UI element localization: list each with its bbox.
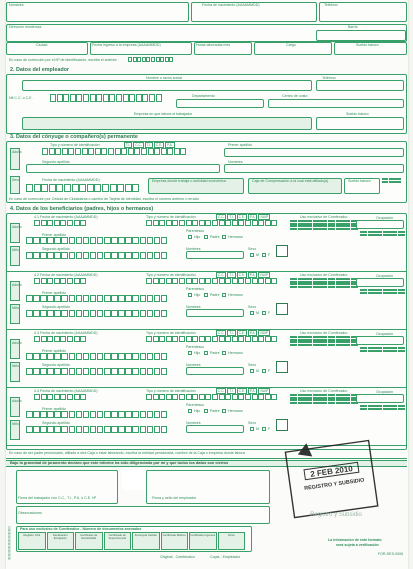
b3-fecha-label: 4.3 Fecha de nacimiento (AAAAMMDD) [34, 331, 98, 335]
s3-primer-apellido-label: Primer apellido [228, 143, 252, 147]
b4-sexo-label: Sexo [248, 421, 257, 425]
stamp-text-2: Registro y Subsidio [310, 512, 362, 518]
b2-id-nuip[interactable]: NUIP [260, 273, 269, 277]
b3-primer-apellido-label: Primer apellido [42, 349, 66, 353]
departamento-field[interactable] [176, 99, 264, 108]
b1-f-label: F [268, 253, 271, 257]
b4-primer-apellido-boxes[interactable] [26, 411, 168, 418]
s3-sexo-label: Sexo [12, 178, 20, 182]
header-correccion-note: En caso de corrección por el Nº de identificación, escriba el anterior [9, 58, 117, 62]
sueldo2-field[interactable] [316, 117, 404, 130]
b4-hijo-label: Hijo [194, 409, 201, 413]
b3-f-label: F [268, 369, 271, 373]
b2-adulto-label: Adulto [12, 283, 22, 287]
doc-col-4[interactable]: Certificado de Supervivencia [104, 532, 132, 550]
b3-hermano-label: Hermano [228, 351, 243, 355]
b2-photo-box[interactable] [276, 303, 288, 315]
footer-note1: En caso de ser padre pensionado, afiliado a otra Caja o estar laborando, escriba la entidad pensionada, nombre de la Caja o empresa donde labora [9, 451, 245, 455]
b1-photo-box[interactable] [276, 245, 288, 257]
b1-extra-grid [360, 231, 405, 236]
doc-columns [18, 532, 245, 550]
nombres-label: Nombres [9, 3, 24, 7]
b1-m-label: M [256, 253, 259, 257]
b3-primer-apellido-boxes[interactable] [26, 353, 168, 360]
registration-stamp [272, 432, 392, 532]
b1-hermano-label: Hermano [228, 235, 243, 239]
b2-id-boxes[interactable] [146, 278, 278, 284]
b3-tipo-label: Tipo y número de identificación [146, 331, 196, 335]
s3-fecha-nac-label: Fecha de nacimiento (AAAAMMDD) [42, 178, 100, 182]
observaciones-label: Observaciones [18, 511, 42, 515]
s3-adulto-label: Adulto [12, 150, 22, 154]
b4-nino-tab [10, 420, 20, 440]
b2-nombres-label: Nombres [186, 305, 201, 309]
b4-sexo-m[interactable] [250, 427, 254, 431]
b4-fecha-boxes[interactable] [34, 394, 87, 400]
b1-segundo-apellido-label: Segundo apellido [42, 247, 70, 251]
doc-col-1[interactable]: Registro Civil [18, 532, 46, 550]
s3-id-type-3[interactable]: T.I. [146, 143, 151, 147]
b1-fecha-label: 4.1 Fecha de nacimiento (AAAAMMDD) [34, 215, 98, 219]
stamp-text-1: REGISTRO Y SUBSIDIO [303, 477, 365, 492]
b2-parentesco-label: Parentesco [186, 287, 205, 291]
b1-primer-apellido-label: Primer apellido [42, 233, 66, 237]
sueldo-label: Sueldo básico [356, 43, 379, 47]
s3-empresa-trabaja-label: Empresa donde trabaja o actividad económica [152, 179, 226, 183]
b2-extra-grid [360, 289, 405, 294]
b3-hijo-label: Hijo [194, 351, 201, 355]
doc-col-5[interactable]: Fotocopia Cédula [132, 532, 160, 550]
b2-f-label: F [268, 311, 271, 315]
b2-hermano-label: Hermano [228, 293, 243, 297]
b4-adulto-label: Adulto [12, 399, 22, 403]
s3-id-type-4[interactable]: C.E. [155, 143, 163, 147]
b4-fecha-label: 4.4 Fecha de nacimiento (AAAAMMDD) [34, 389, 98, 393]
b4-id-ti[interactable]: T.I. [229, 389, 234, 393]
b4-id-pa[interactable]: P.A. [249, 389, 256, 393]
b3-id-boxes[interactable] [146, 336, 278, 342]
copia-label: Copia - Empleador [210, 555, 240, 559]
b4-id-ce[interactable]: C.E. [238, 389, 245, 393]
b1-parentesco-label: Parentesco [186, 229, 205, 233]
b3-segundo-apellido-label: Segundo apellido [42, 363, 70, 367]
b4-hermano-label: Hermano [228, 409, 243, 413]
centro-costo-label: Centro de costo [282, 94, 308, 98]
b2-hermano-check[interactable] [222, 293, 226, 297]
b4-segundo-apellido-label: Segundo apellido [42, 421, 70, 425]
b4-id-boxes[interactable] [146, 394, 278, 400]
b2-adulto-tab [10, 281, 20, 301]
s3-nombres-label: Nombres [228, 160, 243, 164]
b2-segundo-apellido-boxes[interactable] [26, 310, 168, 317]
telefono2-field[interactable] [316, 80, 404, 91]
b4-id-cc[interactable]: C.C. [218, 389, 225, 393]
section4-title: 4. Datos de los beneficiarios (padres, hijos o hermanos) [10, 206, 154, 212]
b4-nino-label: Niño [12, 422, 19, 426]
b2-ocupacion-field[interactable] [356, 278, 404, 287]
b3-nombres-field[interactable] [186, 367, 244, 375]
observaciones-field[interactable] [16, 506, 270, 524]
b4-photo-box[interactable] [276, 419, 288, 431]
b2-nino-label: Niño [12, 306, 19, 310]
barrio-field[interactable] [316, 30, 406, 41]
direccion-label: Dirección residencia [9, 25, 42, 29]
b1-segundo-apellido-boxes[interactable] [26, 252, 168, 259]
s3-uso-grid [382, 178, 401, 183]
firma-sello-label: Firma y sello del empleador [152, 496, 197, 500]
sueldo2-label: Sueldo básico [346, 112, 369, 116]
b3-hijo-check[interactable] [188, 351, 192, 355]
b3-m-label: M [256, 369, 259, 373]
nombre-razon-field[interactable] [22, 80, 312, 91]
b1-adulto-label: Adulto [12, 225, 22, 229]
b2-ocupacion-label: Ocupación [376, 274, 394, 278]
b3-fecha-boxes[interactable] [34, 336, 87, 342]
telefono-label: Teléfono [324, 3, 338, 7]
s3-id-type-5[interactable]: P.A. [167, 143, 173, 147]
empresa-usuaria-label: Empresa en que labora el trabajador [134, 112, 193, 116]
b3-id-pa[interactable]: P.A. [249, 331, 256, 335]
b2-sexo-f[interactable] [262, 311, 266, 315]
s3-fecha-boxes[interactable] [26, 184, 140, 192]
s3-tipo-id-label: Tipo y número de identificación [50, 143, 100, 147]
telefono2-label: Teléfono [322, 76, 336, 80]
b1-id-nuip[interactable]: NUIP [260, 215, 269, 219]
b1-tipo-label: Tipo y número de identificación [146, 215, 196, 219]
b1-divider [7, 271, 406, 272]
s3-adulto-tab [10, 148, 20, 170]
b1-ocupacion-field[interactable] [356, 220, 404, 229]
side-barcode-text: ||||||||||||||||||||||||||||||||||||||||||| [7, 526, 11, 560]
b4-id-nuip[interactable]: NUIP [260, 389, 269, 393]
departamento-label: Departamento [192, 94, 215, 98]
b4-f-label: F [268, 427, 271, 431]
b4-segundo-apellido-boxes[interactable] [26, 426, 168, 433]
s3-segundo-apellido-field[interactable] [26, 164, 220, 173]
b4-hermano-check[interactable] [222, 409, 226, 413]
b4-nombres-field[interactable] [186, 425, 244, 433]
nombre-razon-label: Nombre o razón social [146, 76, 182, 80]
b4-nombres-label: Nombres [186, 421, 201, 425]
b2-id-ti[interactable]: T.I. [229, 273, 234, 277]
b2-uso-label: Uso exclusivo de Comfenalco [300, 273, 348, 277]
s3-caja-label: Caja de Compensación a la cual está afiliado(a) [252, 179, 329, 183]
nombres-field[interactable] [6, 2, 189, 22]
declaration-text: Bajo la gravedad de juramento declaro que este informe ha sido diligenciado por mí y que todos los datos son ciertos [10, 460, 229, 465]
nit-boxes[interactable] [50, 94, 162, 102]
b3-segundo-apellido-boxes[interactable] [26, 368, 168, 375]
b1-nino-label: Niño [12, 248, 19, 252]
firma-trabajador-label: Firma del trabajador con C.C., T.I., P.A. ó C.E. Nº [18, 496, 97, 500]
stamp-date: 2 FEB 2010 [309, 464, 354, 479]
ciudad-label: Ciudad [36, 43, 48, 47]
b2-nombres-field[interactable] [186, 309, 244, 317]
doc-col-7[interactable]: Certificado Ingresos [189, 532, 217, 550]
b2-padre-check[interactable] [204, 293, 208, 297]
b4-adulto-tab [10, 397, 20, 417]
info-note-2: será sujeta a verificación [336, 543, 379, 547]
b1-uso-grid [290, 220, 358, 230]
b3-id-cc[interactable]: C.C. [218, 331, 225, 335]
b2-nino-tab [10, 304, 20, 324]
doc-col-8[interactable]: Otros [218, 532, 246, 550]
b4-m-label: M [256, 427, 259, 431]
affiliation-form-page [6, 0, 408, 569]
uso-comfenalco-label: Para uso exclusivo de Comfenalco - Número de documentos anexados [20, 527, 142, 531]
b1-sexo-m[interactable] [250, 253, 254, 257]
section3-title: 3. Datos del cónyuge o compañero(s) permanente [10, 134, 138, 140]
b3-id-nuip[interactable]: NUIP [260, 331, 269, 335]
b4-primer-apellido-label: Primer apellido [42, 407, 66, 411]
b4-parentesco-label: Parentesco [186, 403, 205, 407]
b1-id-boxes[interactable] [146, 220, 278, 226]
cargo-label: Cargo [286, 43, 296, 47]
b3-extra-grid [360, 347, 405, 352]
info-note-1: La información de este formato [328, 538, 382, 542]
b3-ocupacion-label: Ocupación [376, 332, 394, 336]
centro-costo-field[interactable] [268, 99, 404, 108]
s3-id-type-2[interactable]: C.C. [135, 143, 142, 147]
b1-padre-check[interactable] [204, 235, 208, 239]
s3-segundo-apellido-label: Segundo apellido [42, 160, 70, 164]
s3-correccion-note: En caso de corrección por Cédula de Ciudadanía o cambio de Tarjeta de Identidad, escriba el número anterior o errado [9, 197, 199, 201]
s3-sexo-tab [10, 176, 20, 194]
empresa-usuaria-field[interactable] [22, 117, 312, 130]
b2-id-ce[interactable]: C.E. [238, 273, 245, 277]
b2-primer-apellido-boxes[interactable] [26, 295, 168, 302]
b3-padre-check[interactable] [204, 351, 208, 355]
b3-adulto-label: Adulto [12, 341, 22, 345]
b3-sexo-label: Sexo [248, 363, 257, 367]
s3-primer-apellido-field[interactable] [224, 148, 404, 157]
b1-adulto-tab [10, 223, 20, 243]
b3-padre-label: Padre [210, 351, 220, 355]
b1-sexo-f[interactable] [262, 253, 266, 257]
original-label: Original - Comfenalco [160, 555, 195, 559]
s3-id-type-1[interactable]: T.I. [126, 143, 131, 147]
b3-sexo-m[interactable] [250, 369, 254, 373]
s3-sueldo-label: Sueldo básico [348, 179, 371, 183]
b1-uso-label: Uso exclusivo de Comfenalco [300, 215, 348, 219]
b2-m-label: M [256, 311, 259, 315]
doc-col-3[interactable]: Certificado de Escolaridad [75, 532, 103, 550]
b1-hijo-label: Hijo [194, 235, 201, 239]
b1-id-ce[interactable]: C.E. [238, 215, 245, 219]
b3-nino-tab [10, 362, 20, 382]
doc-col-2[interactable]: Declaración Extrajuicio [47, 532, 75, 550]
b2-tipo-label: Tipo y número de identificación [146, 273, 196, 277]
b1-padre-label: Padre [210, 235, 220, 239]
horas-laboradas-label: Horas laboradas mes [196, 43, 231, 47]
s3-nombres-field[interactable] [224, 164, 404, 173]
s3-id-boxes[interactable] [42, 148, 187, 155]
b2-padre-label: Padre [210, 293, 220, 297]
b4-hijo-check[interactable] [188, 409, 192, 413]
b3-uso-label: Uso exclusivo de Comfenalco [300, 331, 348, 335]
b2-id-pa[interactable]: P.A. [249, 273, 256, 277]
form-code: FOR-SES-0006 [378, 552, 404, 556]
section2-title: 2. Datos del empleador [10, 67, 70, 73]
b4-ocupacion-label: Ocupación [376, 390, 394, 394]
b1-hermano-check[interactable] [222, 235, 226, 239]
nit-label: Nit C.C. o C.E. [9, 96, 33, 100]
b2-primer-apellido-label: Primer apellido [42, 291, 66, 295]
b4-sexo-f[interactable] [262, 427, 266, 431]
b3-hermano-check[interactable] [222, 351, 226, 355]
b3-nombres-label: Nombres [186, 363, 201, 367]
fecha-ingreso-label: Fecha ingreso a la empresa (AAAAMMDD) [92, 43, 161, 47]
b2-sexo-m[interactable] [250, 311, 254, 315]
b2-segundo-apellido-label: Segundo apellido [42, 305, 70, 309]
b2-hijo-check[interactable] [188, 293, 192, 297]
b3-parentesco-label: Parentesco [186, 345, 205, 349]
b4-padre-label: Padre [210, 409, 220, 413]
b3-uso-grid [290, 336, 358, 346]
b1-primer-apellido-boxes[interactable] [26, 237, 168, 244]
b2-fecha-label: 4.2 Fecha de nacimiento (AAAAMMDD) [34, 273, 98, 277]
doc-col-6[interactable]: Certificado Médico [161, 532, 189, 550]
b4-tipo-label: Tipo y número de identificación [146, 389, 196, 393]
b3-id-ti[interactable]: T.I. [229, 331, 234, 335]
b4-uso-grid [290, 394, 358, 404]
b1-id-cc[interactable]: C.C. [218, 215, 225, 219]
fecha-nacimiento-label: Fecha de nacimiento (AAAAMMDD) [202, 3, 260, 7]
b4-uso-label: Uso exclusivo de Comfenalco [300, 389, 348, 393]
b1-sexo-label: Sexo [248, 247, 257, 251]
b2-sexo-label: Sexo [248, 305, 257, 309]
header-correccion-boxes[interactable] [128, 57, 174, 62]
b3-sexo-f[interactable] [262, 369, 266, 373]
b3-id-ce[interactable]: C.E. [238, 331, 245, 335]
b1-nombres-field[interactable] [186, 251, 244, 259]
b1-fecha-boxes[interactable] [34, 220, 87, 226]
b3-adulto-tab [10, 339, 20, 359]
b1-id-ti[interactable]: T.I. [229, 215, 234, 219]
b2-uso-grid [290, 278, 358, 288]
b2-fecha-boxes[interactable] [34, 278, 87, 284]
b2-divider [7, 329, 406, 330]
b3-nino-label: Niño [12, 364, 19, 368]
b3-divider [7, 387, 406, 388]
b1-ocupacion-label: Ocupación [376, 216, 394, 220]
b1-nombres-label: Nombres [186, 247, 201, 251]
b2-hijo-label: Hijo [194, 293, 201, 297]
b1-hijo-check[interactable] [188, 235, 192, 239]
b4-padre-check[interactable] [204, 409, 208, 413]
barrio-label: Barrio [348, 25, 358, 29]
b1-nino-tab [10, 246, 20, 266]
b3-ocupacion-field[interactable] [356, 336, 404, 345]
b4-ocupacion-field[interactable] [356, 394, 404, 403]
b1-id-pa[interactable]: P.A. [249, 215, 256, 219]
b2-id-cc[interactable]: C.C. [218, 273, 225, 277]
b3-photo-box[interactable] [276, 361, 288, 373]
b4-extra-grid [360, 405, 405, 410]
